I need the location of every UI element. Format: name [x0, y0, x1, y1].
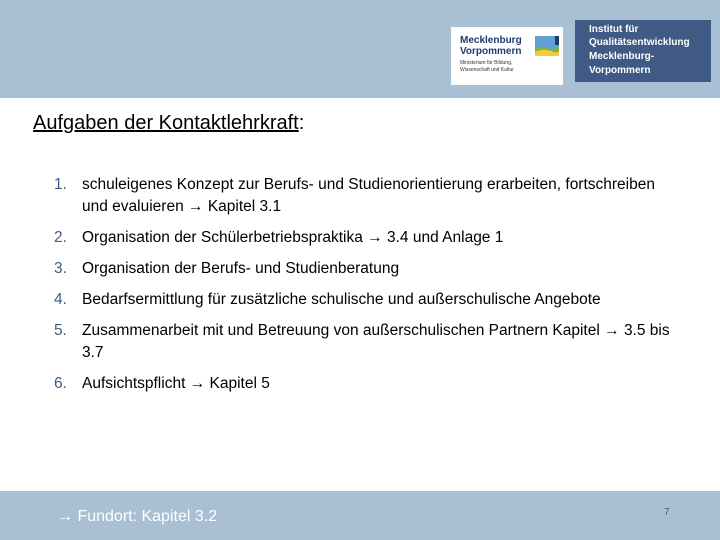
task-list [54, 174, 674, 404]
list-item-number: 1. [54, 176, 67, 193]
arrow-right-icon: → [604, 322, 620, 339]
list-item-reference: Kapitel 5 [209, 375, 270, 392]
list-item-text: Aufsichtspflicht [82, 375, 186, 392]
iq-logo-rest: ecklenburg- [597, 51, 655, 62]
arrow-right-icon: → [367, 229, 383, 246]
list-item-number: 2. [54, 229, 67, 246]
list-item-text: Bedarfsermittlung für zusätzliche schulische und außerschulische Angebote [82, 291, 601, 308]
list-item [54, 320, 674, 364]
fundort-text: Fundort: Kapitel 3.2 [77, 508, 218, 525]
list-item-reference: Kapitel 3.1 [207, 198, 282, 215]
arrow-right-icon: → [57, 508, 73, 525]
list-item-number: 4. [54, 291, 67, 308]
iq-logo-initial: V [589, 65, 595, 76]
list-item-number: 6. [54, 375, 67, 392]
iq-logo-line-3 [589, 51, 654, 62]
footer-band [0, 491, 720, 540]
list-item-text: schuleigenes Konzept zur Berufs- und Studienorientierung erarbeiten, fortschreiben und evaluieren [82, 176, 655, 215]
list-item-text: Organisation der Berufs- und Studienberatung [82, 260, 400, 277]
list-item [54, 289, 674, 311]
list-item [54, 373, 674, 395]
page-title-text: Aufgaben der Kontaktlehrkraft [33, 112, 299, 134]
page-number: 7 [664, 507, 670, 518]
iq-logo-rest: nstitut für [591, 24, 639, 35]
iq-logo-initial: Q [589, 37, 597, 48]
list-item [54, 258, 674, 280]
mecklenburg-vorpommern-logo [451, 27, 563, 85]
iq-mv-logo [575, 20, 711, 82]
header-band [0, 0, 720, 98]
list-item [54, 227, 674, 249]
arrow-right-icon: → [189, 375, 206, 392]
fundort-note [57, 508, 217, 526]
list-item-number: 3. [54, 260, 67, 277]
list-item-text: Zusammenarbeit mit und Betreuung von außerschulischen Partnern Kapitel [82, 322, 600, 339]
iq-logo-line-1 [589, 24, 638, 35]
list-item-reference: 3.4 und Anlage 1 [387, 229, 504, 246]
iq-logo-rest: ualitätsentwicklung [596, 37, 690, 48]
mv-logo-line1: Mecklenburg [460, 35, 522, 46]
list-item-number: 5. [54, 322, 67, 339]
mv-logo-line2: Vorpommern [460, 46, 522, 57]
mv-logo-sub2: Wissenschaft und Kultur [460, 67, 514, 73]
list-item [54, 174, 674, 218]
iq-logo-initial: I [589, 24, 592, 35]
mv-logo-sub1: Ministerium für Bildung, [460, 60, 513, 66]
iq-logo-line-4 [589, 65, 651, 76]
list-item-text: Organisation der Schülerbetriebspraktika [82, 229, 363, 246]
list-item-reference: 3.5 bis 3.7 [82, 322, 670, 361]
mv-logo-subtitle [460, 60, 514, 74]
arrow-right-icon: → [188, 198, 204, 215]
mv-logo-title [460, 35, 522, 57]
iq-logo-initial: M [589, 51, 598, 62]
page-title-colon: : [298, 112, 305, 134]
landscape-flag-icon [535, 36, 559, 56]
page-title [33, 112, 304, 135]
iq-logo-rest: orpommern [594, 65, 651, 76]
iq-logo-line-2 [589, 37, 690, 48]
